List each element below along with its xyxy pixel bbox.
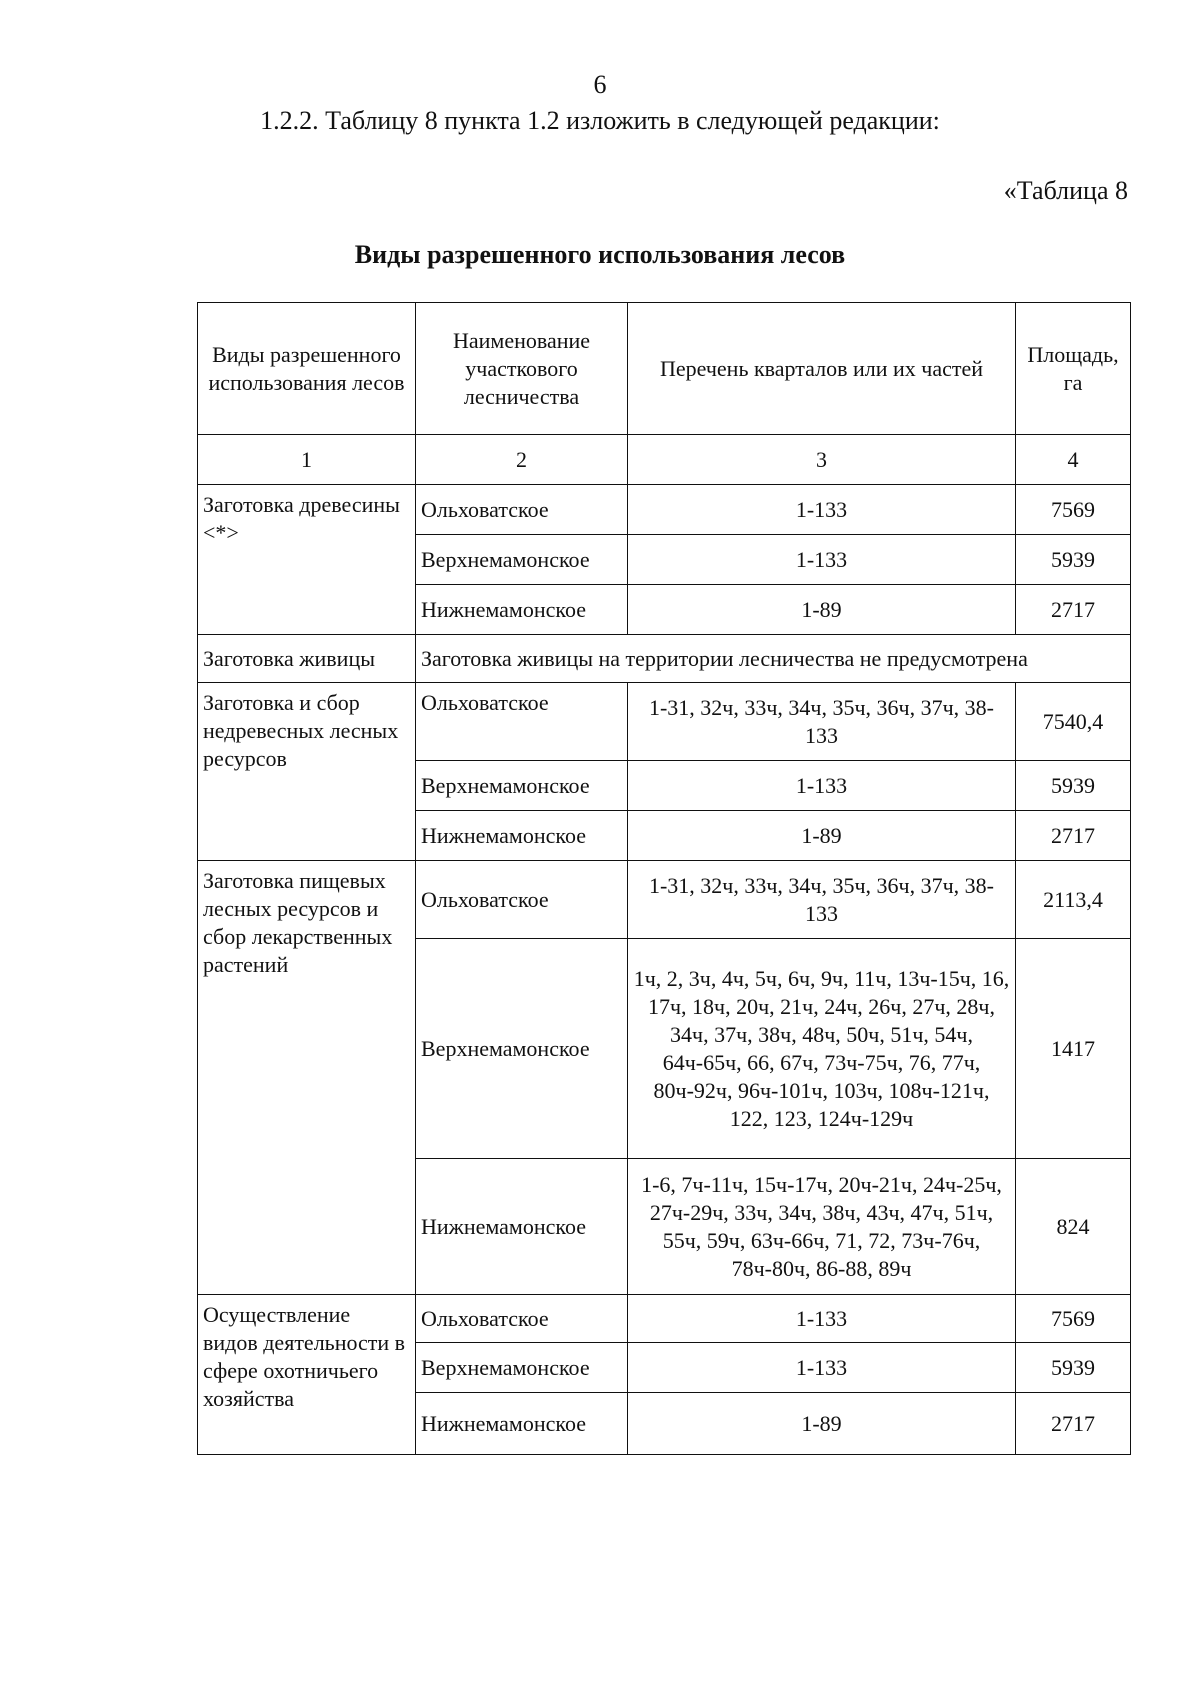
area-cell: 2717 <box>1016 811 1131 861</box>
column-number: 4 <box>1016 435 1131 485</box>
forestry-cell: Нижнемамонское <box>416 585 628 635</box>
area-cell: 2717 <box>1016 1393 1131 1455</box>
area-cell: 5939 <box>1016 761 1131 811</box>
quarters-cell: 1ч, 2, 3ч, 4ч, 5ч, 6ч, 9ч, 11ч, 13ч-15ч, 16, 17ч, 18ч, 20ч, 21ч, 24ч, 26ч, 27ч, 28ч, 34ч, 37ч, 38ч, 48ч, 50ч, 51ч, 54ч, 64ч-65ч, 66, 67ч, 73ч-75ч, 76, 77ч, 80ч-92ч, 96ч-101ч, 103ч, 108ч-121ч, 122, 123, 124ч-129ч <box>628 939 1016 1159</box>
use-type-cell: Заготовка живицы <box>198 635 416 683</box>
quarters-cell: 1-133 <box>628 761 1016 811</box>
area-cell: 7569 <box>1016 1295 1131 1343</box>
forestry-cell: Нижнемамонское <box>416 811 628 861</box>
area-cell: 5939 <box>1016 535 1131 585</box>
table-row <box>198 635 1131 683</box>
forestry-cell: Верхнемамонское <box>416 939 628 1159</box>
header-cell: Виды разрешенного использования лесов <box>198 303 416 435</box>
forestry-cell: Нижнемамонское <box>416 1159 628 1295</box>
use-type-cell: Заготовка пищевых лесных ресурсов и сбор лекарственных растений <box>198 861 416 1295</box>
quarters-cell: 1-31, 32ч, 33ч, 34ч, 35ч, 36ч, 37ч, 38-133 <box>628 683 1016 761</box>
resin-note-cell: Заготовка живицы на территории лесничества не предусмотрена <box>416 635 1131 683</box>
table-row <box>198 683 1131 761</box>
forestry-cell: Ольховатское <box>416 485 628 535</box>
forest-use-table <box>197 302 1131 1455</box>
header-cell: Площадь, га <box>1016 303 1131 435</box>
quarters-cell: 1-133 <box>628 535 1016 585</box>
use-type-cell: Заготовка и сбор недревесных лесных ресурсов <box>198 683 416 861</box>
quarters-cell: 1-89 <box>628 1393 1016 1455</box>
use-type-cell: Осуществление видов деятельности в сфере охотничьего хозяйства <box>198 1295 416 1455</box>
quarters-cell: 1-133 <box>628 1295 1016 1343</box>
forestry-cell: Верхнемамонское <box>416 535 628 585</box>
area-cell: 7540,4 <box>1016 683 1131 761</box>
column-number: 3 <box>628 435 1016 485</box>
forestry-cell: Верхнемамонское <box>416 761 628 811</box>
header-cell: Наименование участкового лесничества <box>416 303 628 435</box>
area-cell: 2113,4 <box>1016 861 1131 939</box>
table-row <box>198 485 1131 535</box>
quarters-cell: 1-133 <box>628 1343 1016 1393</box>
header-row <box>198 303 1131 435</box>
column-number: 1 <box>198 435 416 485</box>
quarters-cell: 1-6, 7ч-11ч, 15ч-17ч, 20ч-21ч, 24ч-25ч, 27ч-29ч, 33ч, 34ч, 38ч, 43ч, 47ч, 51ч, 55ч, 59ч, 63ч-66ч, 71, 72, 73ч-76ч, 78ч-80ч, 86-88, 89ч <box>628 1159 1016 1295</box>
area-cell: 5939 <box>1016 1343 1131 1393</box>
area-cell: 2717 <box>1016 585 1131 635</box>
page-number: 6 <box>593 70 607 99</box>
area-cell: 1417 <box>1016 939 1131 1159</box>
table-label: «Таблица 8 <box>1003 176 1128 205</box>
intro-line: 1.2.2. Таблицу 8 пункта 1.2 изложить в следующей редакции: <box>260 106 940 135</box>
header-cell: Перечень кварталов или их частей <box>628 303 1016 435</box>
area-cell: 824 <box>1016 1159 1131 1295</box>
forestry-cell: Верхнемамонское <box>416 1343 628 1393</box>
quarters-cell: 1-31, 32ч, 33ч, 34ч, 35ч, 36ч, 37ч, 38-133 <box>628 861 1016 939</box>
quarters-cell: 1-133 <box>628 485 1016 535</box>
table-row <box>198 1295 1131 1343</box>
quarters-cell: 1-89 <box>628 811 1016 861</box>
forestry-cell: Ольховатское <box>416 683 628 761</box>
column-number: 2 <box>416 435 628 485</box>
column-number-row <box>198 435 1131 485</box>
table-title: Виды разрешенного использования лесов <box>354 240 846 269</box>
use-type-cell: Заготовка древесины <*> <box>198 485 416 635</box>
table-row <box>198 861 1131 939</box>
quarters-cell: 1-89 <box>628 585 1016 635</box>
forestry-cell: Нижнемамонское <box>416 1393 628 1455</box>
forestry-cell: Ольховатское <box>416 1295 628 1343</box>
area-cell: 7569 <box>1016 485 1131 535</box>
forestry-cell: Ольховатское <box>416 861 628 939</box>
